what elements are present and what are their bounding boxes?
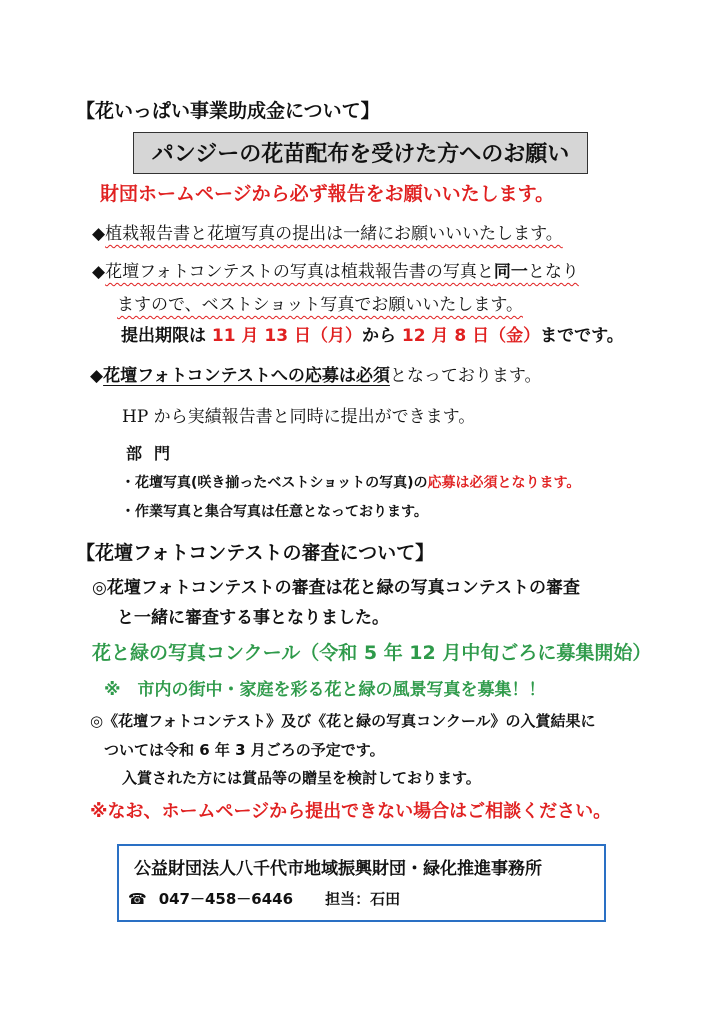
- bullet-text-emph: 同一: [493, 262, 528, 282]
- bullet-photo-contest-line2: ますので、ベストショット写真でお願いいたします。: [117, 295, 523, 315]
- bullet-photo-contest-line1: [92, 257, 579, 282]
- deadline-end-date: 12 月 8 日（金）: [401, 326, 541, 346]
- notice-title: パンジーの花苗配布を受けた方へのお願い: [151, 142, 570, 167]
- consultation-note: ※なお、ホームページから提出できない場合はご相談ください。: [90, 801, 612, 822]
- category-label: 部門: [126, 444, 183, 463]
- contact-person: 担当：石田: [325, 890, 401, 908]
- section-heading-subsidy: 【花いっぱい事業助成金について】: [76, 100, 380, 122]
- bullet-required-emph: 花壇フォトコンテストへの応募は必須: [103, 366, 390, 386]
- section-heading-judging: 【花壇フォトコンテストの審査について】: [76, 542, 435, 564]
- deadline-start-date: 11 月 13 日（月）: [211, 326, 362, 346]
- phone-icon: ☎: [128, 890, 147, 908]
- bullet-planting-report: [92, 219, 563, 244]
- deadline-suffix: までです。: [540, 326, 624, 346]
- results-note-line1: ◎《花壇フォトコンテスト》及び《花と緑の写真コンクール》の入賞結果に: [90, 712, 596, 730]
- bullet-text-b: となり: [527, 262, 579, 282]
- bullet-text-a: 花壇フォトコンテストの写真は植栽報告書の写真と: [105, 262, 494, 282]
- category-text: ・花壇写真(咲き揃ったベストショットの写真)の: [121, 475, 428, 491]
- report-request-lead: 財団ホームページから必ず報告をお願いいたします。: [100, 183, 555, 205]
- photo-concours-subtitle: ※ 市内の街中・家庭を彩る花と緑の風景写真を募集！！: [104, 680, 546, 700]
- results-note-line2: ついては令和 6 年 3 月ごろの予定です。: [104, 741, 385, 759]
- category-work-group-photo: ・作業写真と集合写真は任意となっております。: [121, 504, 428, 520]
- bullet-text: 植栽報告書と花壇写真の提出は一緒にお願いいいたします。: [105, 224, 563, 244]
- judging-note-line2: と一緒に審査する事となりました。: [117, 608, 389, 628]
- contact-phone-line: [128, 888, 400, 909]
- bullet-required-rest: となっております。: [389, 366, 542, 386]
- deadline-prefix: 提出期限は: [121, 326, 212, 346]
- diamond-bullet-icon: ◆: [90, 366, 104, 386]
- results-note-line3: 入賞された方には賞品等の贈呈を検討しております。: [122, 769, 481, 787]
- category-flowerbed-photo: [121, 472, 580, 492]
- submission-deadline: [121, 321, 624, 346]
- category-required-note: 応募は必須となります。: [427, 475, 581, 491]
- deadline-mid: から: [362, 326, 402, 346]
- judging-note-line1: ◎花壇フォトコンテストの審査は花と緑の写真コンテストの審査: [92, 578, 580, 598]
- hp-submission-note: HP から実績報告書と同時に提出ができます。: [122, 407, 476, 427]
- diamond-bullet-icon: ◆: [92, 224, 106, 244]
- bullet-contest-required: [90, 361, 542, 386]
- phone-number: 047－458－6446: [158, 890, 294, 908]
- photo-concours-title: 花と緑の写真コンクール（令和 5 年 12 月中旬ごろに募集開始）: [92, 642, 652, 664]
- organization-name: 公益財団法人八千代市地域振興財団・緑化推進事務所: [134, 859, 542, 879]
- diamond-bullet-icon: ◆: [92, 262, 106, 282]
